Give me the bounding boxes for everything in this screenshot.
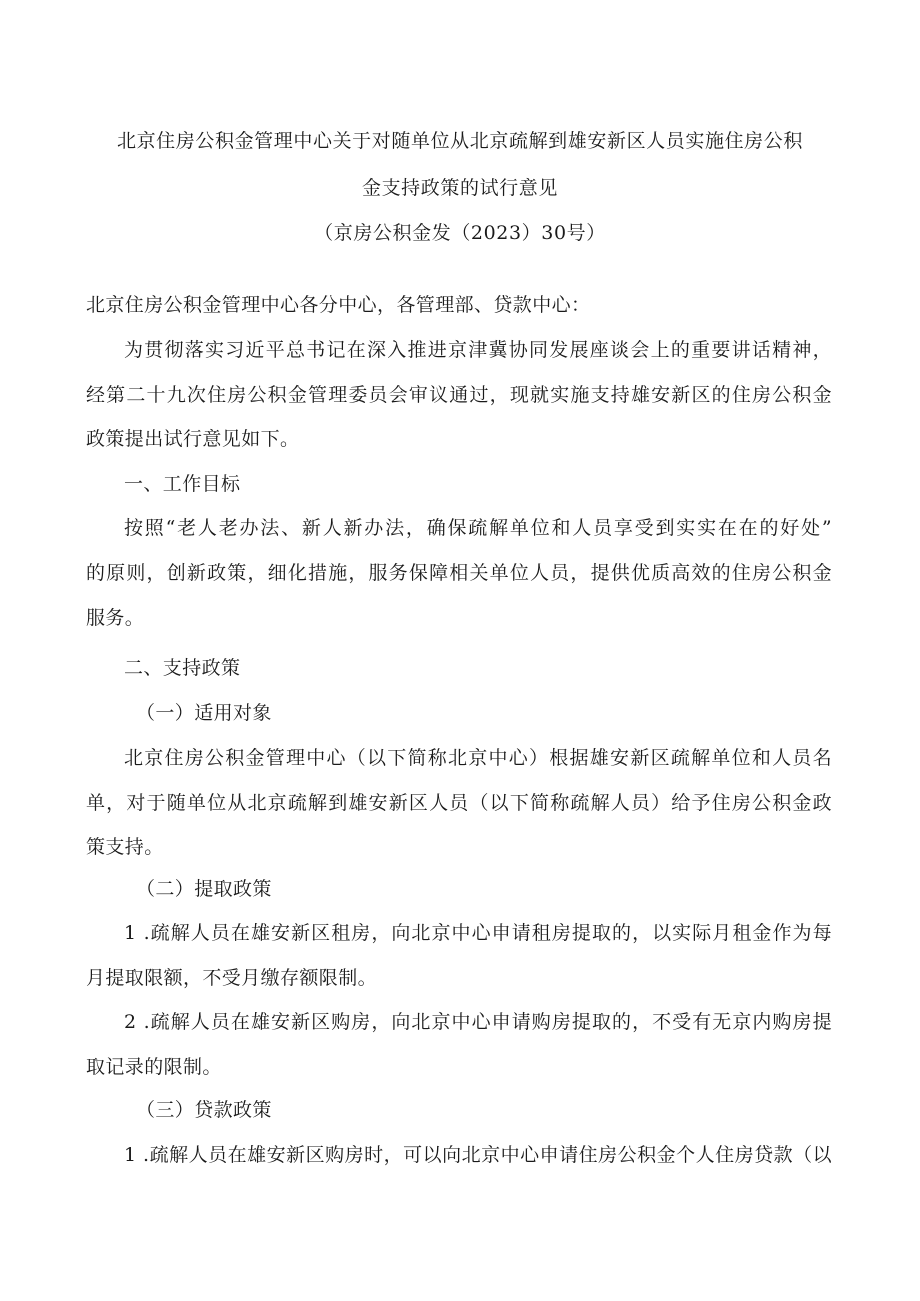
document-title-line-2: 金支持政策的试行意见	[361, 177, 558, 199]
section-heading-policies: 二、支持政策	[124, 657, 241, 679]
withdrawal-item-2-line-1: 2 .疏解人员在雄安新区购房，向北京中心申请购房提取的，不受有无京内购房提	[124, 1011, 832, 1033]
subsection-heading-withdrawal: （二）提取政策	[136, 878, 272, 900]
scope-line-1: 北京住房公积金管理中心（以下简称北京中心）根据雄安新区疏解单位和人员名	[124, 747, 832, 769]
withdrawal-item-2-line-2: 取记录的限制。	[86, 1056, 222, 1078]
goals-line-3: 服务。	[86, 607, 145, 629]
scope-line-3: 策支持。	[86, 836, 164, 858]
subsection-heading-loan: （三）贷款政策	[136, 1099, 272, 1121]
intro-line-1: 为贯彻落实习近平总书记在深入推进京津冀协同发展座谈会上的重要讲话精神，	[124, 339, 832, 361]
loan-item-1-line-1: 1 .疏解人员在雄安新区购房时，可以向北京中心申请住房公积金个人住房贷款（以	[124, 1144, 832, 1166]
section-heading-goals: 一、工作目标	[124, 473, 241, 495]
document-number: （京房公积金发（2023）30号）	[314, 222, 606, 244]
document-title-line-1: 北京住房公积金管理中心关于对随单位从北京疏解到雄安新区人员实施住房公积	[116, 130, 803, 152]
addressee: 北京住房公积金管理中心各分中心，各管理部、贷款中心：	[86, 294, 591, 316]
scope-line-2: 单，对于随单位从北京疏解到雄安新区人员（以下简称疏解人员）给予住房公积金政	[86, 792, 832, 814]
intro-line-3: 政策提出试行意见如下。	[86, 428, 300, 450]
withdrawal-item-1-line-1: 1 .疏解人员在雄安新区租房，向北京中心申请租房提取的，以实际月租金作为每	[124, 922, 832, 944]
goals-line-2: 的原则，创新政策，细化措施，服务保障相关单位人员，提供优质高效的住房公积金	[86, 562, 832, 584]
intro-line-2: 经第二十九次住房公积金管理委员会审议通过，现就实施支持雄安新区的住房公积金	[86, 384, 832, 406]
withdrawal-item-1-line-2: 月提取限额，不受月缴存额限制。	[86, 967, 378, 989]
goals-line-1: 按照“老人老办法、新人新办法，确保疏解单位和人员享受到实实在在的好处”	[124, 517, 832, 539]
subsection-heading-scope: （一）适用对象	[136, 702, 272, 724]
